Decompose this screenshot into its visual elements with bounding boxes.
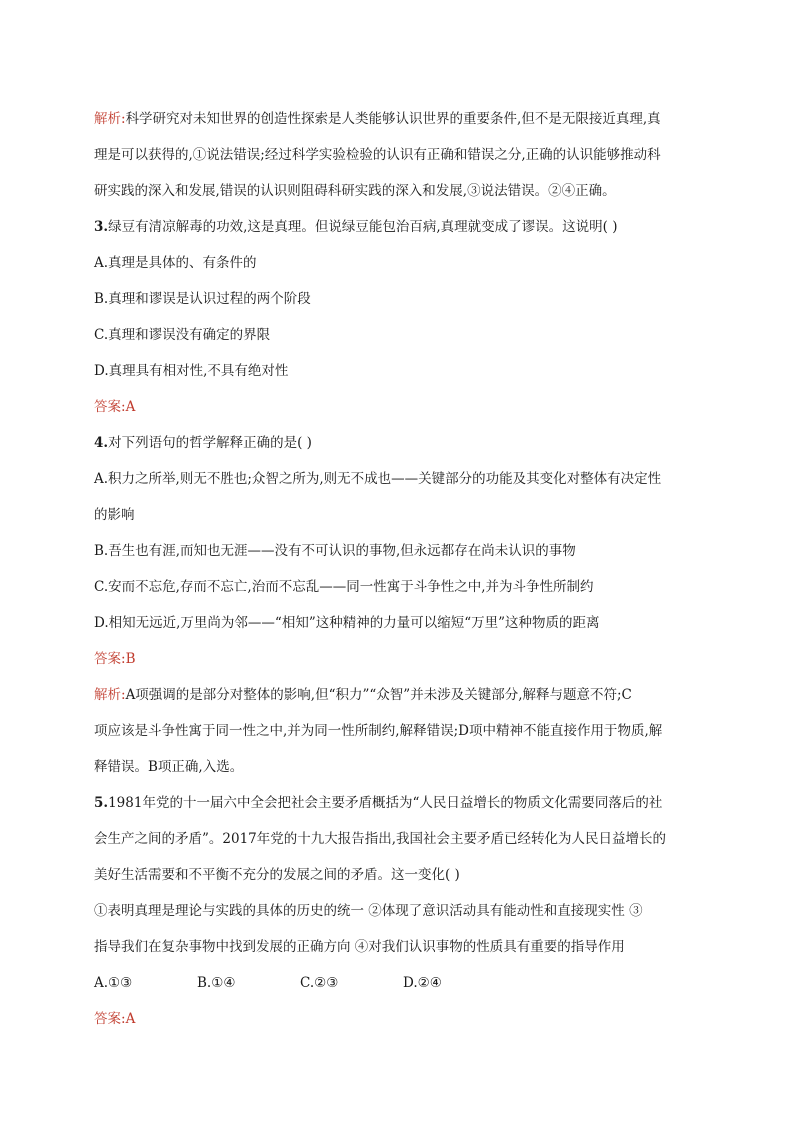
question-3-stem: [94, 209, 698, 245]
option-d: D.相知无远近,万里尚为邻——“相知”这种精神的力量可以缩短“万里”这种物质的距离: [94, 615, 600, 631]
statements-line: 指导我们在复杂事物中找到发展的正确方向 ④对我们认识事物的性质具有重要的指导作用: [94, 939, 625, 955]
question-text: 绿豆有清凉解毒的功效,这是真理。但说绿豆能包治百病,真理就变成了谬误。这说明( ): [108, 219, 618, 235]
analysis-label: 解析:: [94, 111, 126, 127]
question-text-line: 美好生活需要和不平衡不充分的发展之间的矛盾。这一变化( ): [94, 867, 460, 883]
option-a-continued: 的影响: [94, 507, 135, 523]
document-content: [94, 101, 698, 1037]
analysis-line: 项应该是斗争性寓于同一性之中,并为同一性所制约,解释错误;D项中精神不能直接作用于物质,解: [94, 723, 663, 739]
question-5-stem: [94, 785, 698, 821]
analysis-label: 解析:: [94, 687, 126, 703]
option-a: A.积力之所举,则无不胜也;众智之所为,则无不成也——关键部分的功能及其变化对整体有决定性: [94, 471, 662, 487]
option-b: B.吾生也有涯,而知也无涯——没有不可认识的事物,但永远都存在尚未认识的事物: [94, 543, 576, 559]
question-text: 1981年党的十一届六中全会把社会主要矛盾概括为“人民日益增长的物质文化需要同落后的社: [108, 795, 663, 811]
question-number: 5.: [94, 795, 109, 811]
option-a: A.真理是具体的、有条件的: [94, 255, 257, 271]
analysis-line: 科学研究对未知世界的创造性探索是人类能够认识世界的重要条件,但不是无限接近真理,真: [125, 111, 661, 127]
option-c: C.真理和谬误没有确定的界限: [94, 327, 271, 343]
answer-label: 答案:: [94, 399, 126, 415]
answer-label: 答案:: [94, 651, 126, 667]
choice-b: B.①④: [197, 975, 236, 991]
answer-value: A: [125, 399, 136, 415]
analysis-line: 研实践的深入和发展,错误的认识则阻碍科研实践的深入和发展,③说法错误。②④正确。: [94, 183, 616, 199]
question-text: 对下列语句的哲学解释正确的是( ): [108, 435, 312, 451]
analysis-paragraph: [94, 677, 698, 713]
question-4-stem: [94, 425, 698, 461]
question-number: 3.: [94, 219, 109, 235]
option-b: B.真理和谬误是认识过程的两个阶段: [94, 291, 311, 307]
analysis-paragraph: [94, 101, 698, 137]
analysis-line: 理是可以获得的,①说法错误;经过科学实验检验的认识有正确和错误之分,正确的认识能够推动科: [94, 147, 661, 163]
answer-value: B: [125, 651, 136, 667]
choice-a: A.①③: [94, 975, 133, 991]
analysis-line: A项强调的是部分对整体的影响,但“积力”“众智”并未涉及关键部分,解释与题意不符;C: [125, 687, 632, 703]
choice-d: D.②④: [403, 975, 442, 991]
answer-line: [94, 641, 698, 677]
answer-line: [94, 389, 698, 425]
question-number: 4.: [94, 435, 109, 451]
statements-line: ①表明真理是理论与实践的具体的历史的统一 ②体现了意识活动具有能动性和直接现实性 ③: [94, 903, 643, 919]
option-d: D.真理具有相对性,不具有绝对性: [94, 363, 289, 379]
question-text-line: 会生产之间的矛盾”。2017年党的十九大报告指出,我国社会主要矛盾已经转化为人民日益增长的: [94, 831, 667, 847]
analysis-line: 释错误。B项正确,入选。: [94, 759, 244, 775]
answer-line: [94, 1001, 698, 1037]
option-c: C.安而不忘危,存而不忘亡,治而不忘乱——同一性寓于斗争性之中,并为斗争性所制约: [94, 579, 594, 595]
answer-value: A: [125, 1011, 136, 1027]
choice-c: C.②③: [300, 975, 339, 991]
choices-row: [94, 965, 698, 1001]
answer-label: 答案:: [94, 1011, 126, 1027]
